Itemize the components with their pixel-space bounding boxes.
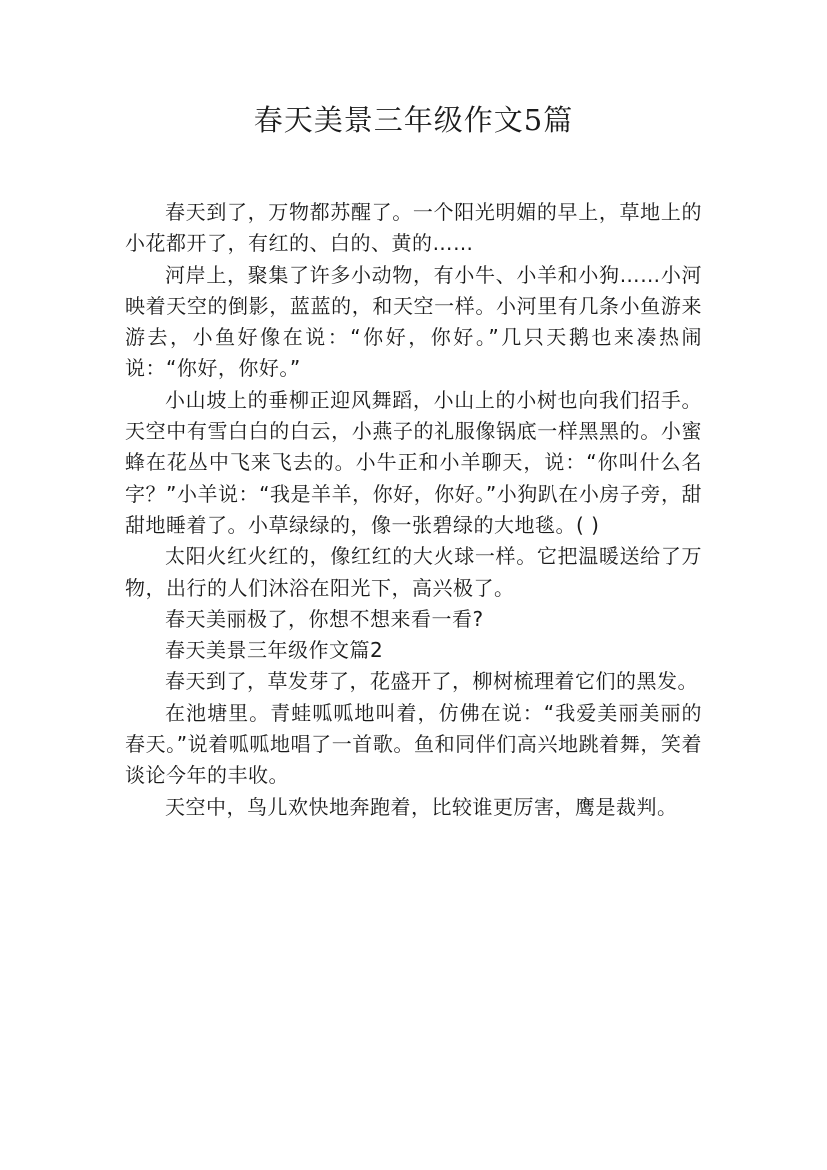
paragraph: 春天到了，草发芽了，花盛开了，柳树梳理着它们的黑发。 [165,669,698,694]
document-title: 春天美景三年级作文5篇 [253,103,574,137]
document-body [125,197,702,823]
paragraph: 小山坡上的垂柳正迎风舞蹈，小山上的小树也向我们招手。天空中有雪白白的白云，小燕子的礼服像锅底一样黑黑的。小蜜蜂在花丛中飞来飞去的。小牛正和小羊聊天，说：“你叫什么名字？”小羊说：“我是羊羊，你好，你好。”小狗趴在小房子旁，甜甜地睡着了。小草绿绿的，像一张碧绿的大地毯。( ) [125,387,702,537]
paragraph: 春天美丽极了，你想不想来看一看? [165,606,484,631]
paragraph: 春天到了，万物都苏醒了。一个阳光明媚的早上，草地上的小花都开了，有红的、白的、黄的…… [125,200,702,256]
paragraph: 天空中，鸟儿欢快地奔跑着，比较谁更厉害，鹰是裁判。 [165,794,678,819]
paragraph: 在池塘里。青蛙呱呱地叫着，仿佛在说：“我爱美丽美丽的春天。”说着呱呱地唱了一首歌。鱼和同伴们高兴地跳着舞，笑着谈论今年的丰收。 [125,700,702,788]
paragraph: 太阳火红火红的，像红红的大火球一样。它把温暖送给了万物，出行的人们沐浴在阳光下，高兴极了。 [125,544,702,600]
section-heading: 春天美景三年级作文篇2 [165,638,384,663]
paragraph: 河岸上，聚集了许多小动物，有小牛、小羊和小狗……小河映着天空的倒影，蓝蓝的，和天空一样。小河里有几条小鱼游来游去，小鱼好像在说：“你好，你好。”几只天鹅也来凑热闹说：“你好，你好。” [125,262,702,381]
